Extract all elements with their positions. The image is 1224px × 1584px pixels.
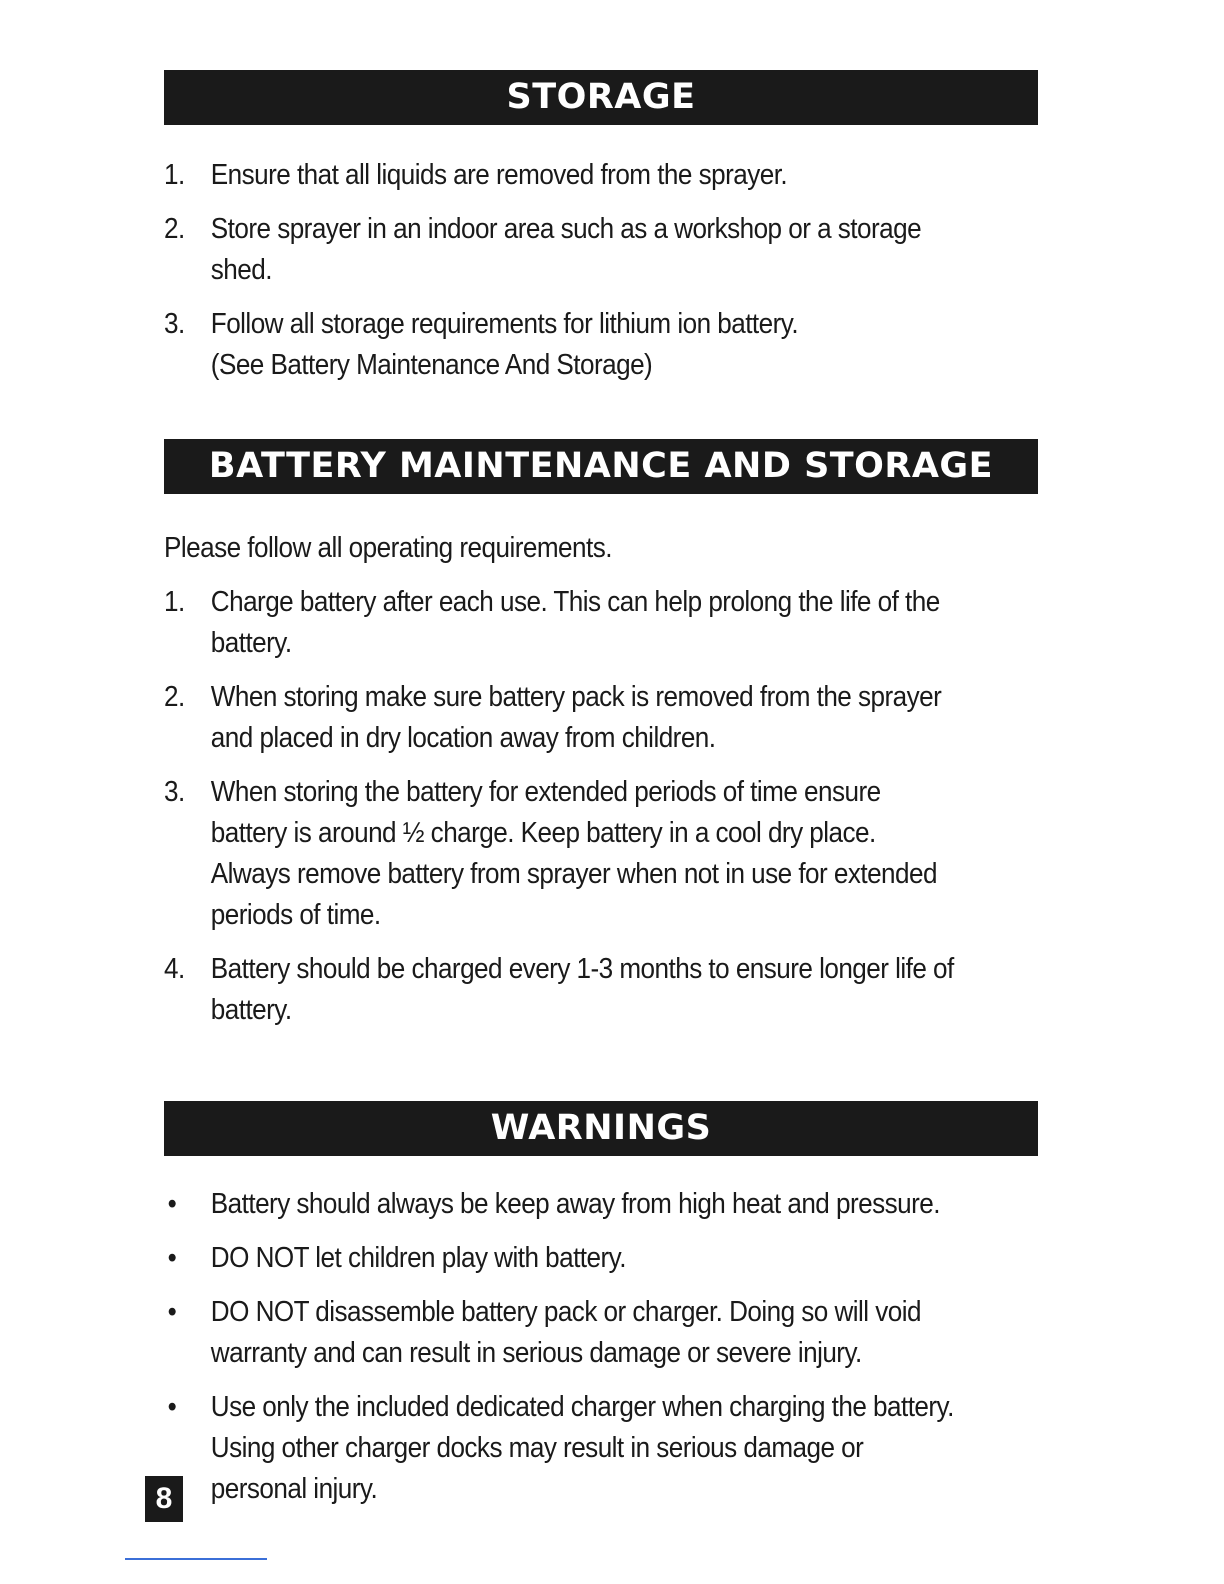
battery-item-4 [164,949,956,1031]
warnings-list [164,1184,956,1523]
list-item-text: When storing the battery for extended periods of time ensure battery is around ½ charge. Keep battery in a cool dry place. Always remove battery from sprayer when not in use for extended periods of time. [210,776,937,931]
list-item-text: Battery should be charged every 1-3 months to ensure longer life of battery. [210,953,954,1026]
battery-list [164,582,956,1044]
storage-header: STORAGE [164,70,1038,125]
bullet-icon: • [167,1242,177,1274]
battery-item-2 [164,677,956,759]
list-number: 1. [164,159,185,191]
list-item-text: Store sprayer in an indoor area such as a workshop or a storage shed. [210,213,922,286]
list-number: 4. [164,953,185,985]
list-number: 2. [164,681,185,713]
list-item-text: Use only the included dedicated charger when charging the battery. Using other charger docks may result in serious damage or personal injury. [210,1391,954,1505]
storage-item-1 [164,155,956,196]
battery-item-1 [164,582,956,664]
storage-item-3 [164,304,956,386]
list-item-text: When storing make sure battery pack is removed from the sprayer and placed in dry location away from children. [210,681,942,754]
warning-item-3 [164,1292,956,1374]
list-item-text: Ensure that all liquids are removed from the sprayer. [210,159,788,191]
bullet-icon: • [167,1296,177,1328]
list-number: 1. [164,586,185,618]
battery-header: BATTERY MAINTENANCE AND STORAGE [164,439,1038,494]
list-item-text: DO NOT let children play with battery. [210,1242,626,1274]
warning-item-1 [164,1184,956,1225]
page-number: 8 [145,1476,183,1522]
footer-divider [125,1558,267,1560]
list-item-text: DO NOT disassemble battery pack or charger. Doing so will void warranty and can result in serious damage or severe injury. [210,1296,921,1369]
battery-item-3 [164,772,956,936]
warning-item-2 [164,1238,956,1279]
list-number: 2. [164,213,185,245]
storage-list [164,155,956,399]
storage-item-2 [164,209,956,291]
list-item-text: Charge battery after each use. This can help prolong the life of the battery. [210,586,940,659]
list-item-text: Battery should always be keep away from high heat and pressure. [210,1188,940,1220]
bullet-icon: • [167,1188,177,1220]
list-item-note: (See Battery Maintenance And Storage) [210,349,653,381]
list-item-text: Follow all storage requirements for lithium ion battery. [210,308,799,340]
warnings-header: WARNINGS [164,1101,1038,1156]
bullet-icon: • [167,1391,177,1423]
list-number: 3. [164,308,185,340]
warning-item-4 [164,1387,956,1510]
list-number: 3. [164,776,185,808]
battery-intro: Please follow all operating requirements. [164,532,612,564]
